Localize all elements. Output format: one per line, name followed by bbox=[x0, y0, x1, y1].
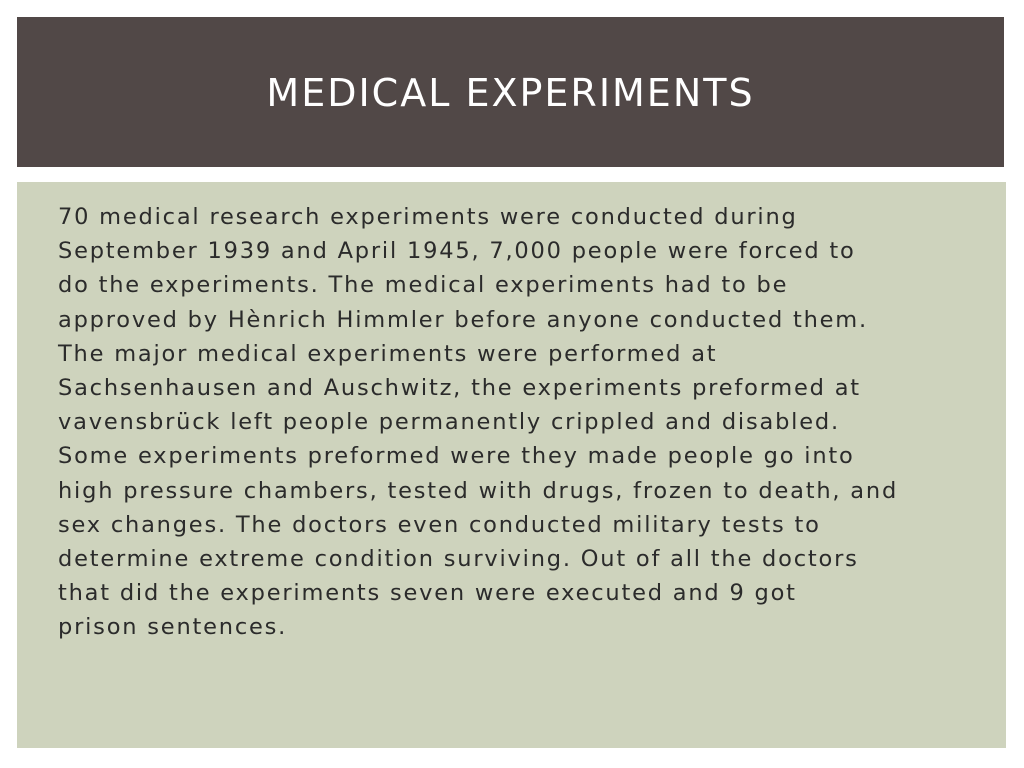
body-paragraph: 70 medical research experiments were conducted during September 1939 and April 1945, 7,000 people were forced to do the experiments. The medical experiments had to be approved by Hènrich Himmler before anyone conducted them. The major medical experiments were performed at Sachsenhausen and Auschwitz, the experiments preformed at vavensbrück left people permanently crippled and disabled. Some experiments preformed were they made people go into high pressure chambers, tested with drugs, frozen to death, and sex changes. The doctors even conducted military tests to determine extreme condition surviving. Out of all the doctors that did the experiments seven were executed and 9 got prison sentences. bbox=[58, 204, 899, 641]
title-bar bbox=[17, 17, 1004, 167]
slide-title: MEDICAL EXPERIMENTS bbox=[266, 71, 755, 115]
content-box bbox=[17, 182, 1006, 748]
